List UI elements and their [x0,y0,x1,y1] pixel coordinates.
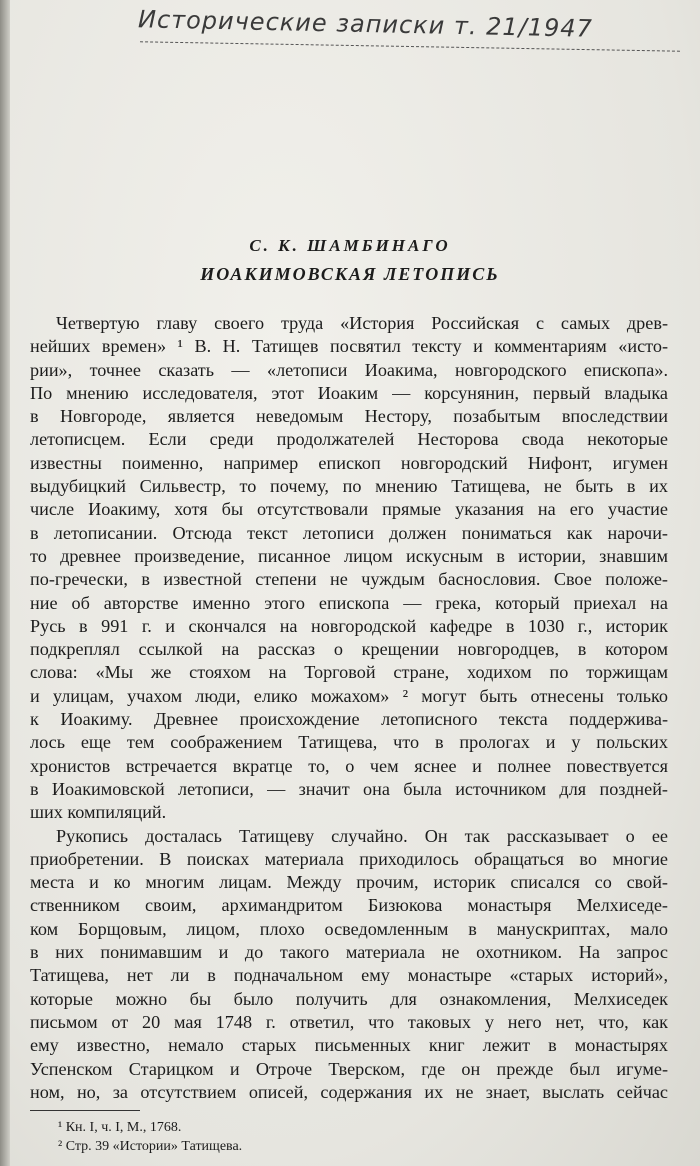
footnote-mark: ¹ [58,1120,63,1135]
handwritten-note: Исторические записки т. 21/1947 [137,5,594,43]
text-line: то древнее произведение, писанное лицом искусным в истории, знавшим [30,545,668,566]
text-line: ших компиляций. [30,802,167,823]
text-line: ственником своим, архимандритом Бизюкова монастыря Мелхиседе- [30,895,668,916]
article-title: ИОАКИМОВСКАЯ ЛЕТОПИСЬ [200,264,500,284]
page-shadow-edge [0,0,10,1166]
text-line: выдубицкий Сильвестр, то почему, по мнению Татищева, не быть в их [30,476,668,497]
text-line: в них понимавшим и до такого материала не охотником. На запрос [30,942,668,963]
text-line: Татищева, нет ли в подначальном ему монастыре «старых историй», [30,965,668,986]
footnote-text: Кн. I, ч. I, М., 1768. [65,1120,182,1135]
text-line: ему известно, немало старых письменных книг лежит в монастырях [30,1035,668,1056]
text-line: Четвертую главу своего труда «История Российская с самых древ- [56,313,668,333]
text-line: места и ко многим лицам. Между прочим, историк списался со свой- [30,872,668,893]
footnote-1 [58,1118,242,1137]
text-line: в Новгороде, является неведомым Нестору, позабытым впоследствии [30,406,668,427]
text-line: приобретении. В поисках материала приходилось обращаться во многие [30,848,668,869]
footnote-2 [58,1137,242,1156]
text-line: лось еще тем соображением Татищева, что в прологах и у польских [30,732,668,753]
text-line: Русь в 991 г. и скончался на новгородской кафедре в 1030 г., историк [30,615,668,636]
author-name: С. К. ШАМБИНАГО [249,236,451,255]
text-line: ном, но, за отсутствием описей, содержания их не знает, выслать сейчас [30,1081,668,1102]
handwritten-underline [140,41,680,51]
footnotes [58,1118,242,1156]
text-line: ком Борщовым, лицом, плохо осведомленным в манускриптах, мало [30,918,668,939]
footnote-divider [30,1110,140,1111]
text-line: хронистов встречается вкратце то, о чем яснее и полнее повествуется [30,755,668,776]
text-line: слова: «Мы же стояхом на Торговой стране, ходихом по торжищам [30,662,668,683]
text-line: и улицам, учахом люди, елико можахом» ² могут быть отнесены только [30,685,668,706]
text-line: которые можно бы было получить для ознакомления, Мелхиседек [30,988,668,1009]
text-line: По мнению исследователя, этот Иоаким — корсунянин, первый владыка [30,382,668,403]
text-line: Успенском Старицком и Отроче Тверском, где он прежде был игуме- [30,1058,668,1079]
text-line: Рукопись досталась Татищеву случайно. Он так рассказывает о ее [56,825,668,846]
text-line: нейших времен» ¹ В. Н. Татищев посвятил тексту и комментариям «исто- [30,336,668,357]
text-line: к Иоакиму. Древнее происхождение летописного текста поддержива- [30,709,668,730]
text-line: рии», точнее сказать — «летописи Иоакима, новгородского епископа». [30,359,668,380]
paragraph-2 [30,825,668,1105]
footnote-mark: ² [58,1139,63,1154]
text-line: по-гречески, в известной степени не чуждым баснословия. Свое положе- [30,569,668,590]
text-line: известны поименно, например епископ новгородский Нифонт, игумен [30,452,668,473]
article-body [30,312,668,1104]
text-line: ние об авторстве именно этого епископа — грека, который приехал на [30,592,668,613]
text-line: летописцем. Если среди продолжателей Несторова свода некоторые [30,429,668,450]
text-line: в Иоакимовской летописи, — значит она была источником для поздней- [30,778,668,799]
paragraph-1 [30,312,668,825]
text-line: письмом от 20 мая 1748 г. ответил, что таковых у него нет, что, как [30,1011,668,1032]
text-line: в летописании. Отсюда текст летописи должен пониматься как нарочи- [30,522,668,543]
text-line: подкреплял ссылкой на рассказ о крещении новгородцев, в котором [30,639,668,660]
footnote-text: Стр. 39 «Истории» Татищева. [65,1139,243,1154]
text-line: числе Иоакиму, хотя бы отсутствовали прямые указания на его участие [30,499,668,520]
